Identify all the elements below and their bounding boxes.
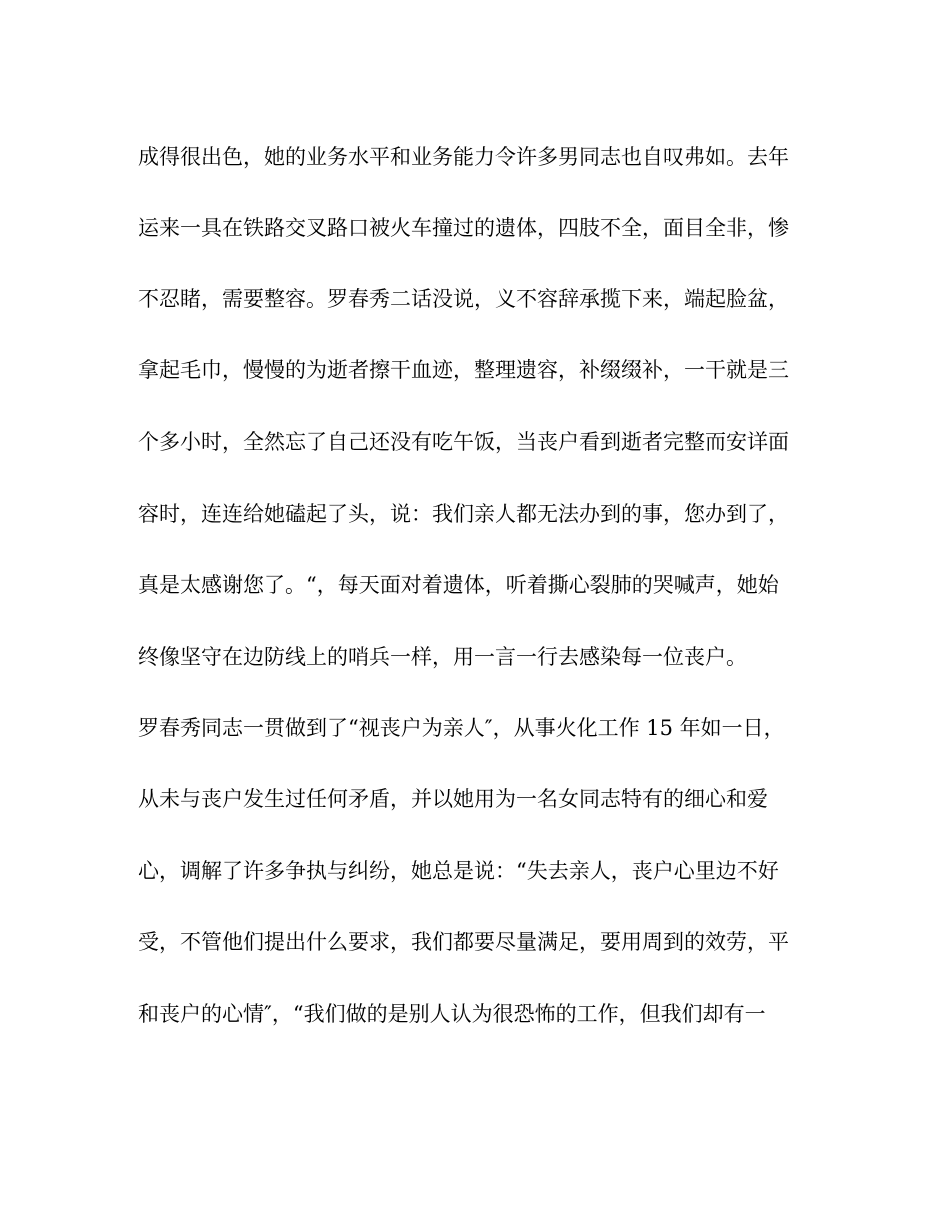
text-line: 容时，连连给她磕起了头，说：我们亲人都无法办到的事，您办到了， — [138, 502, 789, 526]
text-line: 终像坚守在边防线上的哨兵一样，用一言一行去感染每一位丧户。 — [138, 645, 747, 669]
text-line: 受，不管他们提出什么要求，我们都要尽量满足，要用周到的效劳，平 — [138, 930, 789, 954]
text-line: 运来一具在铁路交叉路口被火车撞过的遗体，四肢不全，面目全非，惨 — [138, 216, 789, 240]
text-line: 成得很出色，她的业务水平和业务能力令许多男同志也自叹弗如。去年 — [138, 145, 789, 169]
text-line: 拿起毛巾，慢慢的为逝者擦干血迹，整理遗容，补缀缀补，一干就是三 — [138, 358, 789, 382]
text-line: 真是太感谢您了。“，每天面对着遗体，听着撕心裂肺的哭喊声，她始 — [138, 573, 779, 597]
text-line: 不忍睹，需要整容。罗春秀二话没说，义不容辞承揽下来，端起脸盆， — [138, 287, 789, 311]
text-line: 和丧户的心情″，“我们做的是别人认为很恐怖的工作，但我们却有一 — [138, 1002, 766, 1026]
text-line: 个多小时，全然忘了自己还没有吃午饭，当丧户看到逝者完整而安详面 — [138, 430, 789, 454]
text-line: 罗春秀同志一贯做到了“视丧户为亲人″，从事火化工作 15 年如一日， — [138, 716, 785, 740]
text-line: 心，调解了许多争执与纠纷，她总是说：“失去亲人，丧户心里边不好 — [138, 859, 779, 883]
text-line: 从未与丧户发生过任何矛盾，并以她用为一名女同志特有的细心和爱 — [138, 787, 768, 811]
